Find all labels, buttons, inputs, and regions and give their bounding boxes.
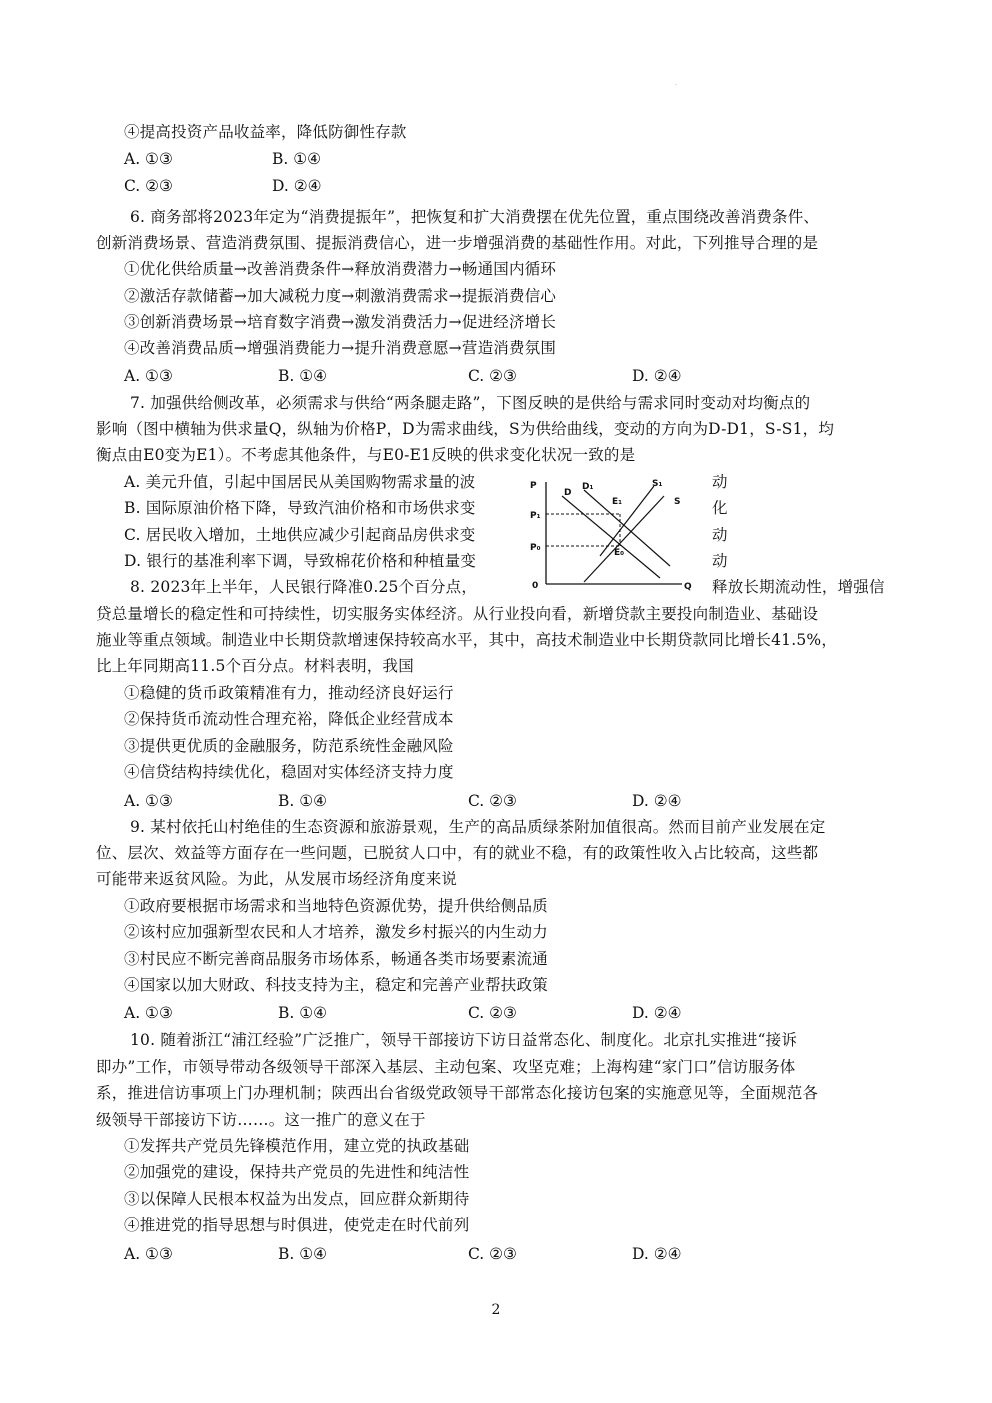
- q6-item-4: ④改善消费品质→增强消费能力→提升消费意愿→营造消费氛围: [124, 339, 557, 357]
- q10-stem-line-2: 即办”工作，市领导带动各级领导干部深入基层、主动包案、攻坚克难；上海构建“家门口”信访服务体: [96, 1058, 796, 1076]
- e0-label: E₀: [614, 548, 625, 558]
- q6-option-b: B. ①④: [278, 367, 328, 385]
- q9-stem-line-2: 位、层次、效益等方面存在一些问题，已脱贫人口中，有的就业不稳，有的政策性收入占比较高，这些都: [96, 844, 819, 862]
- q6-item-1: ①优化供给质量→改善消费条件→释放消费潜力→畅通国内循环: [124, 260, 557, 278]
- q9-option-b: B. ①④: [278, 1004, 328, 1022]
- q8-stem-line-3: 施业等重点领域。制造业中长期贷款增速保持较高水平，其中，高技术制造业中长期贷款同比增长41.5%，: [96, 631, 838, 649]
- q8-option-a: A. ①③: [124, 792, 173, 810]
- q8-option-c: C. ②③: [468, 792, 517, 810]
- q8-item-1: ①稳健的货币政策精准有力，推动经济良好运行: [124, 684, 454, 702]
- q7-option-d: D. 银行的基准利率下调，导致棉花价格和种植量变: [124, 552, 477, 570]
- origin-label: 0: [532, 581, 539, 591]
- q10-option-d: D. ②④: [632, 1245, 682, 1263]
- q6-option-c: C. ②③: [468, 367, 517, 385]
- q8-item-4: ④信贷结构持续优化，稳固对实体经济支持力度: [124, 763, 454, 781]
- d-label: D: [564, 488, 572, 498]
- q7-stem-line-1: 7. 加强供给侧改革，必须需求与供给“两条腿走路”，下图反映的是供给与需求同时变动对均衡点的: [130, 394, 811, 412]
- scan-mark: ·: [675, 82, 677, 89]
- q9-option-a: A. ①③: [124, 1004, 173, 1022]
- q8-stem-line-1-right: 释放长期流动性，增强信: [712, 578, 885, 596]
- q9-item-1: ①政府要根据市场需求和当地特色资源优势，提升供给侧品质: [124, 897, 548, 915]
- q9-stem-line-1: 9. 某村依托山村绝佳的生态资源和旅游景观，生产的高品质绿茶附加值很高。然而目前产业发展在定: [130, 818, 826, 836]
- s1-label: S₁: [652, 479, 663, 489]
- q6-stem-line-2: 创新消费场景、营造消费氛围、提振消费信心，进一步增强消费的基础性作用。对此，下列推导合理的是: [96, 234, 819, 252]
- q6-item-3: ③创新消费场景→培育数字消费→激发消费活力→促进经济增长: [124, 313, 557, 331]
- supply-demand-diagram: [524, 474, 696, 592]
- q5-option-c: C. ②③: [124, 177, 173, 195]
- q6-stem-line-1: 6. 商务部将2023年定为“消费提振年”，把恢复和扩大消费摆在优先位置，重点围绕改善消费条件、: [130, 208, 820, 226]
- q-axis-label: Q: [684, 582, 692, 592]
- q5-item-4: ④提高投资产品收益率，降低防御性存款: [124, 123, 407, 141]
- q7-option-a: A. 美元升值，引起中国居民从美国购物需求量的波: [124, 473, 476, 491]
- q10-item-1: ①发挥共产党员先锋模范作用，建立党的执政基础: [124, 1137, 470, 1155]
- q6-option-a: A. ①③: [124, 367, 173, 385]
- q10-stem-line-3: 系，推进信访事项上门办理机制；陕西出台省级党政领导干部常态化接访包案的实施意见等，全面规范各: [96, 1084, 819, 1102]
- q10-item-3: ③以保障人民根本权益为出发点，回应群众新期待: [124, 1190, 470, 1208]
- q8-option-d: D. ②④: [632, 792, 682, 810]
- q9-item-4: ④国家以加大财政、科技支持为主，稳定和完善产业帮扶政策: [124, 976, 548, 994]
- q10-option-c: C. ②③: [468, 1245, 517, 1263]
- q10-stem-line-1: 10. 随着浙江“浦江经验”广泛推广，领导干部接访下访日益常态化、制度化。北京扎实推进“接诉: [130, 1031, 798, 1049]
- q5-option-a: A. ①③: [124, 150, 173, 168]
- q8-stem-line-2: 贷总量增长的稳定性和可持续性，切实服务实体经济。从行业投向看，新增贷款主要投向制造业、基础设: [96, 605, 819, 623]
- q5-option-d: D. ②④: [272, 177, 322, 195]
- e1-label: E₁: [612, 497, 623, 507]
- q7-stem-line-2: 影响（图中横轴为供求量Q，纵轴为价格P，D为需求曲线，S为供给曲线，变动的方向为D-D1，S-S1，均: [96, 420, 835, 438]
- q7-option-c-end: 动: [712, 526, 728, 544]
- q10-stem-line-4: 级领导干部接访下访……。这一推广的意义在于: [96, 1111, 426, 1129]
- p-axis-label: P: [530, 481, 537, 491]
- q7-option-a-end: 动: [712, 473, 728, 491]
- q7-stem-line-3: 衡点由E0变为E1）。不考虑其他条件，与E0-E1反映的供求变化状况一致的是: [96, 446, 636, 464]
- q7-option-b-end: 化: [712, 499, 728, 517]
- page-number: 2: [491, 1302, 501, 1318]
- q8-option-b: B. ①④: [278, 792, 328, 810]
- q8-item-2: ②保持货币流动性合理充裕，降低企业经营成本: [124, 710, 454, 728]
- q8-item-3: ③提供更优质的金融服务，防范系统性金融风险: [124, 737, 454, 755]
- q9-item-3: ③村民应不断完善商品服务市场体系，畅通各类市场要素流通: [124, 950, 548, 968]
- q10-option-b: B. ①④: [278, 1245, 328, 1263]
- p1-label: P₁: [530, 511, 541, 521]
- p0-label: P₀: [530, 543, 541, 553]
- q9-stem-line-3: 可能带来返贫风险。为此，从发展市场经济角度来说: [96, 870, 458, 888]
- q7-option-b: B. 国际原油价格下降，导致汽油价格和市场供求变: [124, 499, 476, 517]
- s-label: S: [674, 497, 681, 507]
- q5-option-b: B. ①④: [272, 150, 322, 168]
- d1-label: D₁: [582, 482, 594, 492]
- q10-option-a: A. ①③: [124, 1245, 173, 1263]
- q9-option-c: C. ②③: [468, 1004, 517, 1022]
- q7-option-c: C. 居民收入增加，土地供应减少引起商品房供求变: [124, 526, 476, 544]
- q8-stem-line-1-left: 8. 2023年上半年，人民银行降准0.25个百分点，: [130, 578, 478, 596]
- supply-curve-s: [584, 496, 664, 582]
- q7-option-d-end: 动: [712, 552, 728, 570]
- q9-option-d: D. ②④: [632, 1004, 682, 1022]
- demand-curve-d: [562, 496, 660, 578]
- q8-stem-line-4: 比上年同期高11.5个百分点。材料表明，我国: [96, 657, 414, 675]
- q9-item-2: ②该村应加强新型农民和人才培养，激发乡村振兴的内生动力: [124, 923, 548, 941]
- q6-option-d: D. ②④: [632, 367, 682, 385]
- q10-item-2: ②加强党的建设，保持共产党员的先进性和纯洁性: [124, 1163, 470, 1181]
- demand-curve-d1: [584, 490, 670, 566]
- q10-item-4: ④推进党的指导思想与时俱进，使党走在时代前列: [124, 1216, 470, 1234]
- q6-item-2: ②激活存款储蓄→加大减税力度→刺激消费需求→提振消费信心: [124, 287, 557, 305]
